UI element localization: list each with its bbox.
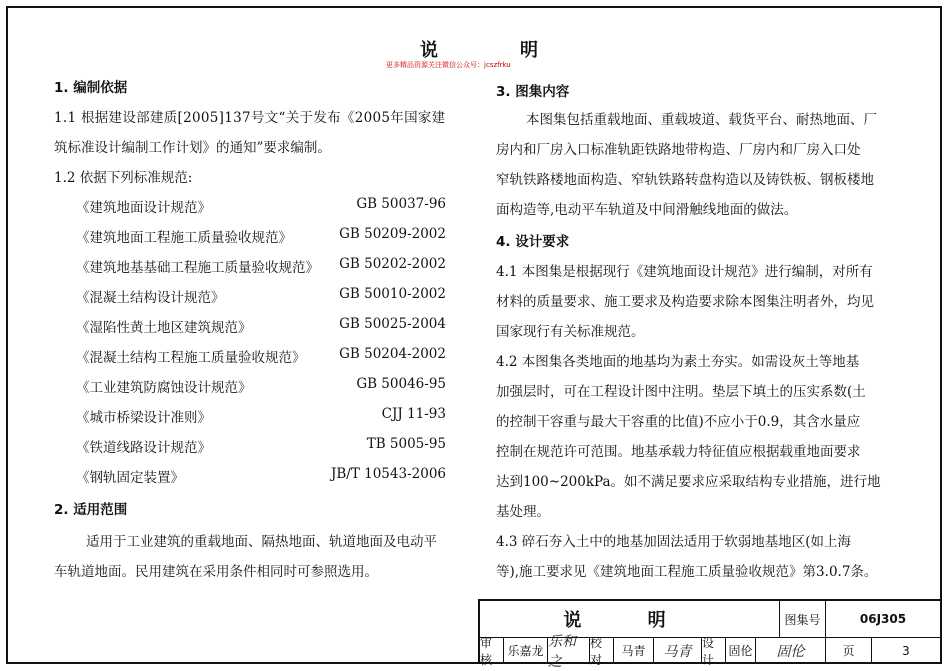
standard-row (76, 346, 446, 364)
review-name-cell (504, 637, 548, 664)
para-1-2: 1.2 依据下列标准规范: (54, 170, 193, 186)
para-2-line2: 车轨道地面。民用建筑在采用条件相同时可参照选用。 (54, 564, 378, 580)
section-4-heading: 4. 设计要求 (496, 234, 570, 250)
check-signature: 马青 (663, 643, 692, 660)
page-number-cell (872, 637, 940, 664)
title-block-row-2 (480, 633, 940, 670)
standard-code: GB 50209-2002 (339, 226, 446, 242)
standard-code: GB 50037-96 (356, 196, 446, 212)
title-char-1: 说 (420, 40, 439, 61)
section-2-heading: 2. 适用范围 (54, 502, 128, 518)
page-label-cell (826, 637, 872, 664)
para-4-2-line1: 4.2 本图集各类地面的地基均为素土夯实。如需设灰土等地基 (496, 354, 860, 370)
standard-row (76, 376, 446, 394)
title-block (478, 599, 940, 670)
check-name-cell (614, 637, 654, 664)
para-4-2-line3: 的控制干容重与最大干容重的比值)不应小于0.9，其含水量应 (496, 414, 861, 430)
standard-name: 《湿陷性黄土地区建筑规范》 (76, 320, 252, 336)
watermark-text: 更多精品资源关注微信公众号：jcszfrku (386, 61, 511, 69)
check-name: 马青 (621, 644, 646, 658)
atlas-number: 06J305 (859, 612, 907, 626)
para-2-line1: 适用于工业建筑的重载地面、隔热地面、轨道地面及电动平 (86, 534, 437, 550)
standard-code: TB 5005-95 (366, 436, 446, 452)
standard-name: 《混凝土结构设计规范》 (76, 290, 225, 306)
title-block-title-cell (480, 601, 780, 637)
title-block-title: 说 明 (563, 610, 696, 631)
check-label: 校对 (590, 635, 603, 667)
standard-code: JB/T 10543-2006 (330, 466, 446, 482)
para-4-3-line1: 4.3 碎石夯入土中的地基加固法适用于软弱地基地区(如上海 (496, 534, 852, 550)
design-name: 固伦 (728, 644, 753, 658)
standard-code: CJJ 11-93 (381, 406, 446, 422)
para-1-1-line2: 筑标准设计编制工作计划》的通知”要求编制。 (54, 140, 331, 156)
para-4-3-line2: 等),施工要求见《建筑地面工程施工质量验收规范》第3.0.7条。 (496, 564, 878, 580)
review-signature-cell (548, 633, 590, 670)
review-label: 审核 (480, 635, 493, 667)
standard-row (76, 226, 446, 244)
para-4-2-line5: 达到100~200kPa。如不满足要求应采取结构专业措施，进行地 (496, 474, 881, 490)
standard-row (76, 466, 446, 484)
atlas-number-cell (826, 601, 940, 637)
para-4-2-line4: 控制在规范许可范围。地基承载力特征值应根据载重地面要求 (496, 444, 861, 460)
para-4-1-line1: 4.1 本图集是根据现行《建筑地面设计规范》进行编制，对所有 (496, 264, 873, 280)
atlas-label: 图集号 (784, 612, 821, 627)
standard-code: GB 50046-95 (356, 376, 446, 392)
para-4-1-line2: 材料的质量要求、施工要求及构造要求除本图集注明者外，均见 (496, 294, 874, 310)
design-label: 设计 (702, 635, 715, 667)
para-3-line3: 窄轨铁路楼地面构造、窄轨铁路转盘构造以及铸铁板、钢板楼地 (496, 172, 874, 188)
standard-code: GB 50010-2002 (339, 286, 446, 302)
standard-code: GB 50204-2002 (339, 346, 446, 362)
standard-row (76, 406, 446, 424)
standard-code: GB 50202-2002 (339, 256, 446, 272)
design-label-cell (702, 635, 726, 667)
check-signature-cell (654, 637, 702, 664)
para-1-1-line1: 1.1 根据建设部建质[2005]137号文“关于发布《2005年国家建 (54, 110, 446, 126)
standard-row (76, 436, 446, 454)
standard-name: 《混凝土结构工程施工质量验收规范》 (76, 350, 306, 366)
para-3-line1: 本图集包括重载地面、重载坡道、载货平台、耐热地面、厂 (526, 112, 877, 128)
standard-name: 《建筑地面工程施工质量验收规范》 (76, 230, 292, 246)
design-name-cell (726, 637, 756, 664)
para-4-2-line2: 加强层时，可在工程设计图中注明。垫层下填土的压实系数(土 (496, 384, 866, 400)
standard-code: GB 50025-2004 (339, 316, 446, 332)
standard-name: 《建筑地基基础工程施工质量验收规范》 (76, 260, 319, 276)
standard-row (76, 286, 446, 304)
atlas-label-cell (780, 601, 826, 637)
standard-name: 《工业建筑防腐蚀设计规范》 (76, 380, 252, 396)
review-label-cell (480, 635, 504, 667)
title-char-2: 明 (520, 40, 539, 61)
para-3-line2: 房内和厂房入口标准轨距铁路地带构造、厂房内和厂房入口处 (496, 142, 861, 158)
standard-row (76, 316, 446, 334)
check-label-cell (590, 635, 614, 667)
standard-name: 《铁道线路设计规范》 (76, 440, 211, 456)
para-4-1-line3: 国家现行有关标准规范。 (496, 324, 645, 340)
section-1-heading: 1. 编制依据 (54, 80, 128, 96)
review-name: 乐嘉龙 (507, 644, 544, 658)
para-4-2-line6: 基处理。 (496, 504, 550, 520)
standard-row (76, 256, 446, 274)
design-signature-cell (756, 637, 826, 664)
para-3-line4: 面构造等,电动平车轨道及中间滑触线地面的做法。 (496, 202, 798, 218)
standard-name: 《建筑地面设计规范》 (76, 200, 211, 216)
standard-name: 《城市桥梁设计准则》 (76, 410, 211, 426)
review-signature: 乐和之 (548, 633, 576, 670)
standard-row (76, 196, 446, 214)
section-3-heading: 3. 图集内容 (496, 84, 570, 100)
design-signature: 固伦 (776, 643, 805, 660)
page-label: 页 (842, 644, 855, 658)
standard-name: 《钢轨固定装置》 (76, 470, 184, 486)
page-number: 3 (902, 643, 910, 658)
